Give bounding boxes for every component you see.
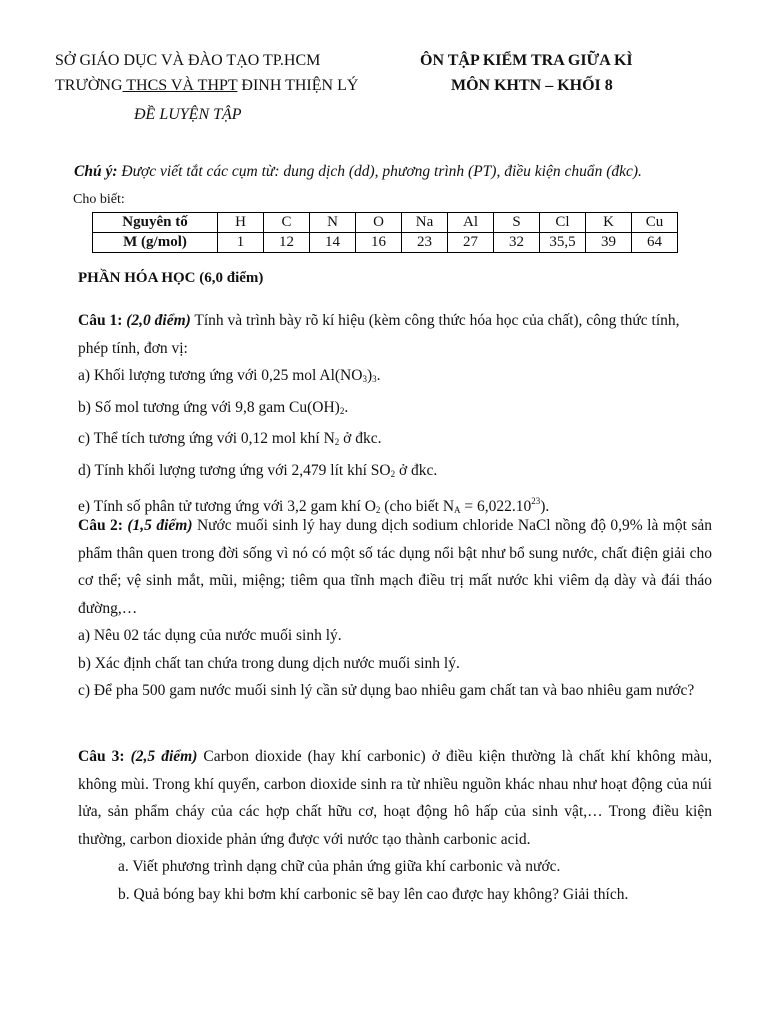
element-cell: Na xyxy=(402,213,448,233)
subscript: 2 xyxy=(390,468,396,479)
question-2-item-a: a) Nêu 02 tác dụng của nước muối sinh lý. xyxy=(78,627,342,644)
subscript: 2 xyxy=(339,405,345,416)
text: . xyxy=(344,398,349,416)
question-2-item-c: c) Để pha 500 gam nước muối sinh lý cần sử dụng bao nhiêu gam chất tan và bao nhiêu gam nước? xyxy=(78,682,695,699)
note-label: Chú ý: xyxy=(74,163,118,180)
element-cell: Cl xyxy=(540,213,586,233)
mass-cell: 32 xyxy=(494,233,540,253)
question-3 xyxy=(78,743,712,908)
question-3-item-b: b. Quả bóng bay khi bơm khí carbonic sẽ bay lên cao được hay không? Giải thích. xyxy=(118,885,629,903)
question-2-item-b: b) Xác định chất tan chứa trong dung dịch nước muối sinh lý. xyxy=(78,654,460,672)
text: a) Khối lượng tương ứng với 0,25 mol Al(NO xyxy=(78,367,363,384)
note-text: Được viết tắt các cụm từ: dung dịch (dd), phương trình (PT), điều kiện chuẩn (đkc). xyxy=(117,163,642,180)
subscript: 3 xyxy=(362,374,367,384)
text: d) Tính khối lượng tương ứng với 2,479 lít khí SO xyxy=(78,461,391,479)
mass-cell: 39 xyxy=(586,233,632,253)
question-label: Câu 3: xyxy=(78,748,125,765)
text: ở đkc. xyxy=(395,461,438,479)
mass-cell: 23 xyxy=(402,233,448,253)
question-2-intro xyxy=(78,512,712,622)
text: ở đkc. xyxy=(339,430,382,447)
question-1-item-b xyxy=(78,394,712,426)
question-1-item-a xyxy=(78,362,712,394)
question-3-item-a: a. Viết phương trình dạng chữ của phản ứng giữa khí carbonic và nước. xyxy=(118,858,561,875)
subscript: A xyxy=(454,505,461,515)
school-underlined: THCS VÀ THPT xyxy=(122,77,238,94)
subscript: 3 xyxy=(372,374,377,384)
section-title: PHẦN HÓA HỌC (6,0 điểm) xyxy=(78,270,264,286)
school-prefix: TRƯỜNG xyxy=(55,77,123,94)
question-text: Carbon dioxide (hay khí carbonic) ở điều kiện thường là chất khí không màu, không mùi. Trong khí quyển, carbon dioxide sinh ra từ nhiều nguồn khác nhau như hoạt động của núi lửa, sản phẩm cháy của các hợp chất hữu cơ, hoạt động hô hấp của sinh vật,… Trong điều kiện thường, carbon dioxide phản ứng được với nước tạo thành carbonic acid. xyxy=(78,748,712,848)
abbreviation-note xyxy=(74,163,642,181)
mass-cell: 35,5 xyxy=(540,233,586,253)
question-points: (1,5 điểm) xyxy=(127,517,193,534)
row-header: Nguyên tố xyxy=(93,213,218,233)
question-3-intro xyxy=(78,743,712,853)
superscript: 23 xyxy=(531,496,541,506)
text: . xyxy=(376,367,381,384)
question-points: (2,5 điểm) xyxy=(130,748,198,765)
mass-cell: 64 xyxy=(632,233,678,253)
atomic-mass-table xyxy=(92,212,678,253)
mass-cell: 12 xyxy=(264,233,310,253)
department-name: SỞ GIÁO DỤC VÀ ĐÀO TẠO TP.HCM xyxy=(55,52,321,69)
text: ) xyxy=(366,367,373,384)
text: (cho biết N xyxy=(380,498,455,515)
subscript: 2 xyxy=(334,437,340,447)
element-cell: N xyxy=(310,213,356,233)
element-row xyxy=(93,213,678,233)
text: = 6,022.10 xyxy=(460,498,532,515)
school-suffix: ĐINH THIỆN LÝ xyxy=(237,77,359,94)
mass-cell: 16 xyxy=(356,233,402,253)
question-text: Nước muối sinh lý hay dung dịch sodium chloride NaCl nồng độ 0,9% là một sản phẩm thân quen trong đời sống vì nó có một số tác dụng nổi bật như bổ sung nước, chất điện giải cho cơ thể; vệ sinh mắt, mũi, miệng; tiêm qua tĩnh mạch điều trị mất nước khi viêm dạ dày và đái tháo đường,… xyxy=(78,517,712,617)
text: e) Tính số phân tử tương ứng với 3,2 gam khí O xyxy=(78,498,376,515)
question-1-intro xyxy=(78,307,712,362)
element-cell: O xyxy=(356,213,402,233)
subject-title: MÔN KHTN – KHỐI 8 xyxy=(451,77,613,94)
element-cell: S xyxy=(494,213,540,233)
element-cell: H xyxy=(218,213,264,233)
text: c) Thể tích tương ứng với 0,12 mol khí N xyxy=(78,430,335,447)
practice-title: ĐỀ LUYỆN TẬP xyxy=(134,106,242,123)
text: b) Số mol tương ứng với 9,8 gam Cu(OH) xyxy=(78,398,340,416)
subscript: 2 xyxy=(375,505,381,515)
element-cell: Al xyxy=(448,213,494,233)
school-name xyxy=(55,77,358,95)
question-label: Câu 2: xyxy=(78,517,123,534)
question-1-item-c xyxy=(78,425,712,457)
row-header: M (g/mol) xyxy=(93,233,218,253)
element-cell: Cu xyxy=(632,213,678,233)
element-cell: K xyxy=(586,213,632,233)
question-label: Câu 1: xyxy=(78,312,123,329)
mass-cell: 27 xyxy=(448,233,494,253)
question-2 xyxy=(78,512,712,705)
question-1-item-d xyxy=(78,457,712,489)
question-1 xyxy=(78,307,712,525)
question-text: Tính và trình bày rõ kí hiệu (kèm công thức hóa học của chất), công thức tính, phép tính, đơn vị: xyxy=(78,312,680,357)
exam-title: ÔN TẬP KIỂM TRA GIỮA KÌ xyxy=(420,52,633,69)
mass-row xyxy=(93,233,678,253)
mass-cell: 1 xyxy=(218,233,264,253)
text: ). xyxy=(540,498,550,515)
element-cell: C xyxy=(264,213,310,233)
mass-cell: 14 xyxy=(310,233,356,253)
question-points: (2,0 điểm) xyxy=(126,312,191,329)
given-label: Cho biết: xyxy=(73,192,125,207)
